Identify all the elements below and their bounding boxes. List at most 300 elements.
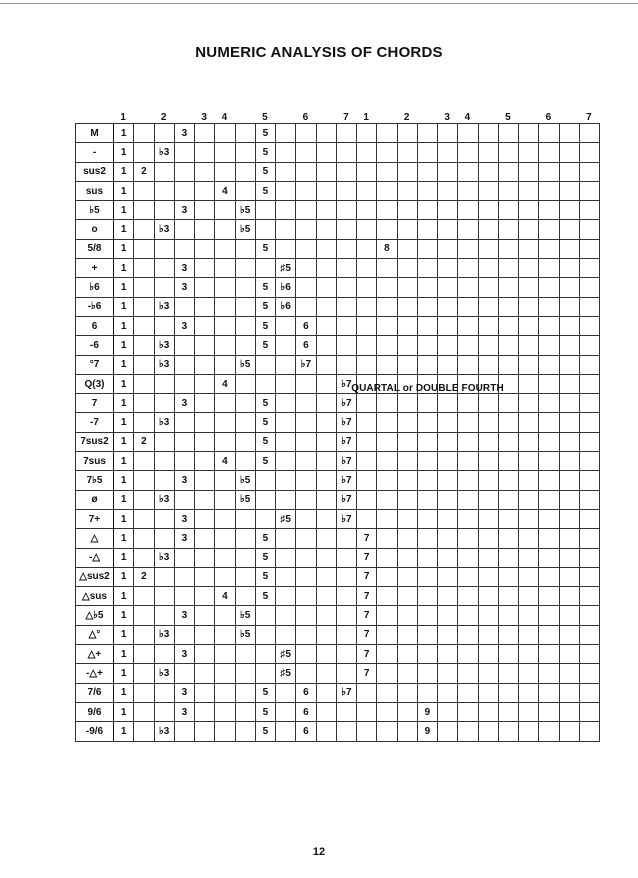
degree-cell: [478, 143, 498, 162]
chord-symbol: 7/6: [76, 683, 114, 702]
degree-cell: [316, 509, 336, 528]
degree-cell: [417, 548, 437, 567]
degree-cell: [377, 702, 397, 721]
degree-cell: [438, 587, 458, 606]
degree-cell: [134, 529, 154, 548]
chord-symbol: -6: [76, 336, 114, 355]
degree-cell: [154, 259, 174, 278]
degree-cell: [377, 162, 397, 181]
degree-cell: [134, 336, 154, 355]
degree-cell: [579, 432, 599, 451]
chord-row: [76, 548, 600, 567]
degree-cell: [498, 664, 518, 683]
degree-cell: [559, 124, 579, 143]
degree-cell: [579, 625, 599, 644]
degree-cell: [559, 413, 579, 432]
degree-cell: [397, 567, 417, 586]
degree-cell: [397, 548, 417, 567]
degree-cell: [296, 490, 316, 509]
degree-cell: [478, 587, 498, 606]
degree-cell: [478, 297, 498, 316]
chord-row: [76, 702, 600, 721]
degree-cell: [154, 162, 174, 181]
degree-cell: [438, 702, 458, 721]
degree-cell: [579, 143, 599, 162]
degree-cell: [357, 471, 377, 490]
degree-cell: [478, 645, 498, 664]
degree-cell: [539, 143, 559, 162]
degree-cell: [255, 625, 275, 644]
degree-cell: [357, 201, 377, 220]
degree-cell: 1: [114, 201, 134, 220]
degree-cell: [519, 259, 539, 278]
degree-cell: [438, 664, 458, 683]
degree-cell: [336, 722, 356, 741]
degree-cell: [377, 567, 397, 586]
degree-cell: [276, 239, 296, 258]
degree-cell: [316, 124, 336, 143]
degree-cell: [519, 490, 539, 509]
degree-header: 4: [464, 112, 471, 123]
degree-cell: [195, 297, 215, 316]
degree-cell: [154, 702, 174, 721]
degree-cell: [134, 413, 154, 432]
degree-cell: [255, 664, 275, 683]
degree-cell: [316, 316, 336, 335]
degree-cell: ♯5: [276, 259, 296, 278]
degree-cell: [377, 143, 397, 162]
chord-symbol: △+: [76, 645, 114, 664]
degree-cell: [235, 529, 255, 548]
degree-cell: [458, 239, 478, 258]
degree-cell: [276, 124, 296, 143]
degree-cell: [316, 664, 336, 683]
degree-cell: [458, 355, 478, 374]
degree-cell: [397, 181, 417, 200]
degree-cell: 5: [255, 143, 275, 162]
degree-cell: [397, 587, 417, 606]
degree-cell: [357, 432, 377, 451]
degree-cell: 1: [114, 509, 134, 528]
degree-cell: [579, 548, 599, 567]
degree-cell: ♭7: [296, 355, 316, 374]
degree-cell: [498, 413, 518, 432]
chord-symbol: -7: [76, 413, 114, 432]
degree-cell: [235, 702, 255, 721]
degree-cell: [377, 548, 397, 567]
degree-cell: 3: [174, 529, 194, 548]
degree-cell: [417, 143, 437, 162]
degree-cell: [174, 143, 194, 162]
degree-cell: [296, 181, 316, 200]
degree-cell: [215, 316, 235, 335]
degree-cell: [255, 471, 275, 490]
degree-cell: 5: [255, 162, 275, 181]
degree-cell: [134, 548, 154, 567]
chord-symbol: ø: [76, 490, 114, 509]
degree-cell: [539, 413, 559, 432]
degree-cell: ♭7: [336, 374, 356, 393]
degree-cell: [519, 432, 539, 451]
degree-cell: [579, 567, 599, 586]
degree-cell: [579, 297, 599, 316]
page-number: 12: [312, 846, 326, 858]
degree-cell: [559, 683, 579, 702]
degree-cell: ♭7: [336, 490, 356, 509]
degree-cell: [296, 548, 316, 567]
degree-cell: [417, 683, 437, 702]
degree-cell: [417, 664, 437, 683]
degree-cell: [397, 625, 417, 644]
degree-cell: 1: [114, 297, 134, 316]
chord-symbol: △sus2: [76, 567, 114, 586]
chord-symbol: 7+: [76, 509, 114, 528]
chord-row: [76, 239, 600, 258]
chord-row: [76, 220, 600, 239]
degree-cell: [498, 471, 518, 490]
chord-row: [76, 587, 600, 606]
degree-cell: [235, 509, 255, 528]
degree-cell: [357, 143, 377, 162]
degree-cell: [154, 181, 174, 200]
degree-cell: [397, 606, 417, 625]
degree-cell: [134, 683, 154, 702]
degree-cell: [417, 471, 437, 490]
degree-cell: [195, 143, 215, 162]
degree-cell: [559, 316, 579, 335]
degree-cell: [559, 722, 579, 741]
degree-cell: [417, 587, 437, 606]
degree-cell: [539, 220, 559, 239]
degree-cell: [519, 509, 539, 528]
degree-cell: [438, 548, 458, 567]
degree-cell: [397, 471, 417, 490]
degree-cell: [519, 645, 539, 664]
degree-cell: 6: [296, 336, 316, 355]
degree-cell: [215, 220, 235, 239]
degree-cell: [579, 413, 599, 432]
degree-cell: [316, 645, 336, 664]
degree-cell: [498, 124, 518, 143]
degree-cell: [357, 124, 377, 143]
degree-cell: [357, 683, 377, 702]
degree-cell: [397, 220, 417, 239]
degree-cell: [174, 297, 194, 316]
degree-cell: [397, 529, 417, 548]
degree-cell: [498, 239, 518, 258]
degree-cell: [336, 625, 356, 644]
degree-cell: [134, 316, 154, 335]
degree-cell: [458, 394, 478, 413]
degree-cell: [316, 452, 336, 471]
degree-cell: [397, 452, 417, 471]
degree-cell: [519, 702, 539, 721]
degree-cell: 3: [174, 278, 194, 297]
degree-cell: 1: [114, 355, 134, 374]
degree-cell: [276, 722, 296, 741]
degree-cell: [417, 645, 437, 664]
degree-cell: 1: [114, 316, 134, 335]
chord-row: [76, 490, 600, 509]
chord-symbol: -△+: [76, 664, 114, 683]
degree-cell: [357, 162, 377, 181]
degree-cell: ♭3: [154, 664, 174, 683]
degree-cell: [519, 567, 539, 586]
degree-cell: [579, 336, 599, 355]
degree-cell: [559, 664, 579, 683]
degree-cell: [539, 548, 559, 567]
degree-cell: [539, 355, 559, 374]
degree-cell: [357, 490, 377, 509]
degree-cell: [296, 645, 316, 664]
quartal-note: QUARTAL or DOUBLE FOURTH: [351, 383, 504, 394]
degree-cell: [458, 297, 478, 316]
degree-cell: [498, 394, 518, 413]
degree-cell: [134, 278, 154, 297]
degree-cell: 1: [114, 548, 134, 567]
degree-cell: [559, 625, 579, 644]
degree-cell: [438, 181, 458, 200]
degree-cell: 5: [255, 548, 275, 567]
degree-cell: [215, 683, 235, 702]
degree-cell: [458, 548, 478, 567]
chord-row: [76, 162, 600, 181]
degree-cell: [519, 278, 539, 297]
degree-cell: [478, 606, 498, 625]
degree-cell: [134, 220, 154, 239]
degree-cell: [134, 606, 154, 625]
degree-cell: [235, 143, 255, 162]
degree-cell: [316, 702, 336, 721]
degree-cell: [377, 181, 397, 200]
degree-cell: [235, 278, 255, 297]
degree-cell: [336, 702, 356, 721]
chord-row: [76, 471, 600, 490]
degree-cell: [215, 606, 235, 625]
degree-cell: [458, 143, 478, 162]
degree-cell: [498, 316, 518, 335]
degree-cell: [539, 702, 559, 721]
degree-cell: [174, 181, 194, 200]
degree-cell: [215, 490, 235, 509]
degree-cell: ♭5: [235, 490, 255, 509]
degree-cell: [438, 143, 458, 162]
degree-cell: ♯5: [276, 645, 296, 664]
degree-cell: [438, 567, 458, 586]
degree-cell: [255, 645, 275, 664]
degree-cell: [174, 587, 194, 606]
degree-cell: [498, 259, 518, 278]
degree-cell: [174, 722, 194, 741]
degree-cell: 1: [114, 432, 134, 451]
degree-cell: ♭3: [154, 490, 174, 509]
degree-cell: [154, 606, 174, 625]
degree-cell: [316, 722, 336, 741]
degree-cell: [276, 374, 296, 393]
degree-cell: [215, 239, 235, 258]
degree-cell: [336, 606, 356, 625]
degree-cell: [539, 567, 559, 586]
degree-cell: [276, 143, 296, 162]
degree-cell: [438, 471, 458, 490]
degree-cell: [498, 606, 518, 625]
chord-symbol: sus: [76, 181, 114, 200]
degree-cell: [559, 259, 579, 278]
degree-cell: [134, 452, 154, 471]
degree-cell: [579, 509, 599, 528]
degree-cell: [276, 394, 296, 413]
degree-cell: [478, 452, 498, 471]
degree-cell: [235, 336, 255, 355]
degree-cell: [458, 683, 478, 702]
degree-cell: 4: [215, 452, 235, 471]
degree-cell: [397, 664, 417, 683]
degree-cell: ♭5: [235, 201, 255, 220]
degree-cell: [478, 259, 498, 278]
degree-cell: [195, 124, 215, 143]
degree-cell: [195, 683, 215, 702]
degree-cell: [498, 201, 518, 220]
degree-cell: ♭5: [235, 606, 255, 625]
degree-cell: [174, 336, 194, 355]
degree-cell: [417, 567, 437, 586]
chord-row: [76, 567, 600, 586]
degree-cell: [559, 471, 579, 490]
degree-cell: [336, 201, 356, 220]
degree-cell: [377, 432, 397, 451]
degree-cell: [316, 625, 336, 644]
degree-cell: 1: [114, 124, 134, 143]
degree-cell: [134, 239, 154, 258]
degree-cell: [235, 374, 255, 393]
degree-cell: [498, 625, 518, 644]
degree-cell: [579, 452, 599, 471]
degree-cell: [276, 201, 296, 220]
degree-cell: [154, 374, 174, 393]
degree-cell: [276, 316, 296, 335]
degree-cell: [498, 702, 518, 721]
degree-cell: [154, 683, 174, 702]
degree-cell: [235, 722, 255, 741]
degree-cell: [377, 297, 397, 316]
degree-cell: [438, 201, 458, 220]
degree-cell: [377, 587, 397, 606]
degree-cell: [316, 548, 336, 567]
degree-cell: [519, 722, 539, 741]
chord-symbol: -9/6: [76, 722, 114, 741]
degree-cell: [438, 529, 458, 548]
degree-cell: [235, 413, 255, 432]
degree-cell: 5: [255, 239, 275, 258]
degree-cell: 5: [255, 181, 275, 200]
degree-header: 6: [302, 112, 309, 123]
degree-cell: [478, 355, 498, 374]
degree-cell: [539, 394, 559, 413]
degree-cell: [296, 664, 316, 683]
degree-cell: 9: [417, 702, 437, 721]
chord-row: [76, 432, 600, 451]
degree-cell: [195, 645, 215, 664]
degree-cell: [397, 394, 417, 413]
degree-cell: 1: [114, 278, 134, 297]
degree-cell: [539, 529, 559, 548]
degree-cell: [458, 259, 478, 278]
degree-cell: [417, 413, 437, 432]
degree-cell: [397, 490, 417, 509]
degree-header: 3: [201, 112, 207, 123]
chord-row: [76, 683, 600, 702]
degree-cell: 1: [114, 702, 134, 721]
degree-cell: 3: [174, 124, 194, 143]
degree-cell: [336, 297, 356, 316]
degree-cell: 5: [255, 336, 275, 355]
degree-cell: [377, 278, 397, 297]
degree-cell: [235, 548, 255, 567]
degree-cell: [235, 297, 255, 316]
degree-cell: [539, 432, 559, 451]
degree-cell: [195, 336, 215, 355]
degree-cell: [519, 606, 539, 625]
degree-cell: [235, 432, 255, 451]
chord-symbol: o: [76, 220, 114, 239]
degree-cell: [417, 490, 437, 509]
degree-cell: [579, 220, 599, 239]
degree-cell: [559, 509, 579, 528]
degree-cell: [397, 645, 417, 664]
degree-cell: 3: [174, 471, 194, 490]
degree-cell: [215, 201, 235, 220]
degree-cell: [215, 336, 235, 355]
degree-cell: [377, 664, 397, 683]
degree-cell: [458, 567, 478, 586]
degree-cell: [276, 181, 296, 200]
degree-cell: [458, 587, 478, 606]
degree-cell: [438, 336, 458, 355]
degree-header: 5: [505, 112, 511, 123]
degree-cell: [417, 316, 437, 335]
degree-cell: [357, 413, 377, 432]
chord-symbol: sus2: [76, 162, 114, 181]
degree-cell: [438, 278, 458, 297]
degree-cell: [498, 529, 518, 548]
degree-cell: 7: [357, 567, 377, 586]
degree-cell: [397, 143, 417, 162]
degree-cell: [458, 664, 478, 683]
degree-cell: 1: [114, 645, 134, 664]
chord-symbol: M: [76, 124, 114, 143]
degree-cell: [215, 722, 235, 741]
degree-cell: [579, 316, 599, 335]
degree-cell: 5: [255, 394, 275, 413]
degree-cell: 1: [114, 722, 134, 741]
chord-row: [76, 201, 600, 220]
degree-cell: [478, 548, 498, 567]
degree-cell: [235, 664, 255, 683]
degree-cell: [519, 181, 539, 200]
degree-cell: [296, 162, 316, 181]
degree-cell: [276, 471, 296, 490]
degree-cell: ♭5: [235, 355, 255, 374]
degree-cell: [296, 587, 316, 606]
degree-cell: [336, 143, 356, 162]
degree-cell: [174, 413, 194, 432]
degree-cell: 5: [255, 432, 275, 451]
degree-cell: [154, 432, 174, 451]
chord-row: [76, 394, 600, 413]
degree-cell: [336, 548, 356, 567]
degree-cell: [559, 645, 579, 664]
degree-header: 4: [221, 112, 228, 123]
